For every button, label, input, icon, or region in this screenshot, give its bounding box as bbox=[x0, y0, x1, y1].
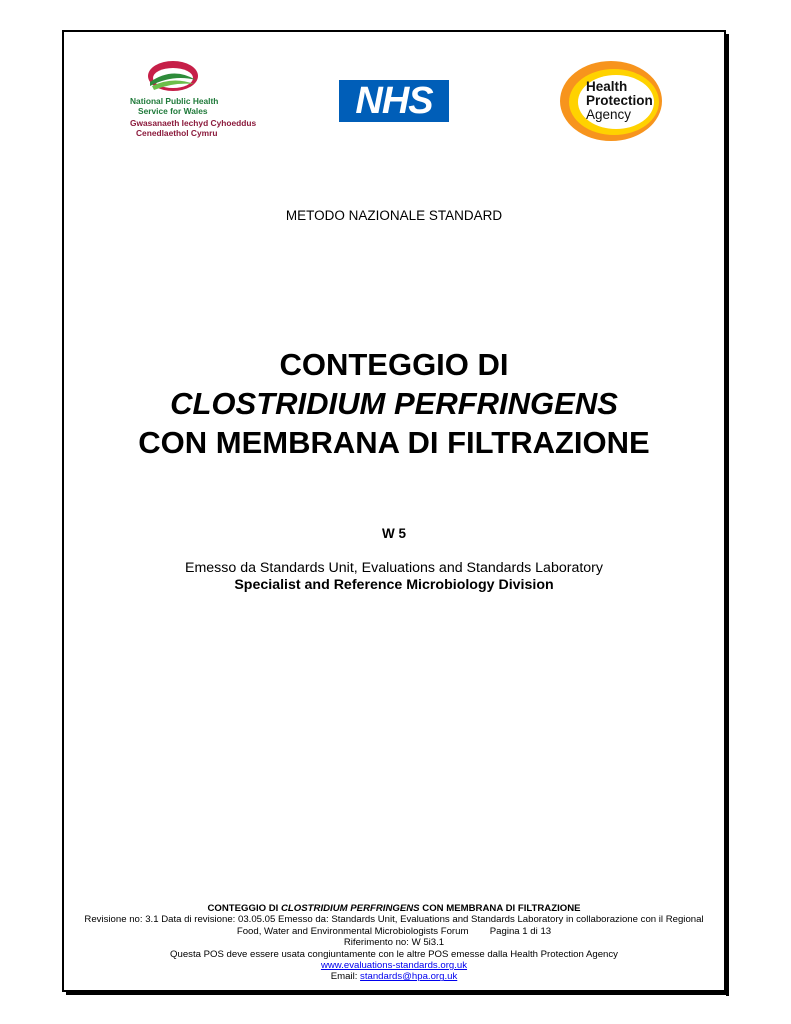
title-line2: CLOSTRIDIUM PERFRINGENS bbox=[170, 386, 618, 421]
footer-title-post: CON MEMBRANA DI FILTRAZIONE bbox=[419, 903, 581, 914]
nhs-logo: NHS bbox=[339, 80, 449, 122]
footer-reference: Riferimento no: W 5i3.1 bbox=[343, 937, 445, 949]
hpa-logo-line2: Protection bbox=[586, 93, 653, 108]
footer-revision-line1: Revisione no: 3.1 Data di revisione: 03.05.05 Emesso da: Standards Unit, Evaluations and Standards Laboratory in collaborazione con il Regional bbox=[84, 914, 704, 926]
footer-email-label: Email: bbox=[330, 971, 361, 983]
footer-title-pre: CONTEGGIO DI bbox=[207, 903, 281, 914]
nphs-wales-emblem-icon bbox=[128, 58, 248, 98]
wales-logo-line4: Cenedlaethol Cymru bbox=[136, 128, 218, 138]
hpa-logo bbox=[556, 58, 666, 148]
page-footer bbox=[64, 903, 724, 983]
wales-logo-line3: Gwasanaeth Iechyd Cyhoeddus bbox=[130, 118, 257, 128]
hpa-logo-line3: Agency bbox=[586, 107, 632, 122]
wales-logo-line1: National Public Health bbox=[130, 96, 219, 106]
wales-logo-line2: Service for Wales bbox=[138, 106, 208, 116]
footer-title-italic: CLOSTRIDIUM PERFRINGENS bbox=[281, 903, 420, 914]
document-code: W 5 bbox=[381, 526, 406, 541]
footer-note: Questa POS deve essere usata congiuntamente con le altre POS emesse dalla Health Protection Agency bbox=[170, 948, 618, 960]
nphs-wales-logo bbox=[128, 58, 257, 148]
title-line1: CONTEGGIO DI bbox=[279, 347, 509, 382]
page-border bbox=[62, 30, 726, 992]
issuer-line2: Specialist and Reference Microbiology Division bbox=[234, 577, 554, 593]
footer-title bbox=[64, 903, 724, 914]
document-title bbox=[64, 345, 724, 462]
issuer-block bbox=[64, 560, 724, 594]
footer-email-link[interactable]: standards@hpa.org.uk bbox=[360, 971, 458, 983]
hpa-logo-line1: Health bbox=[586, 79, 628, 94]
page-border-shadow-right bbox=[726, 34, 729, 996]
issuer-line1: Emesso da Standards Unit, Evaluations and Standards Laboratory bbox=[185, 560, 603, 576]
footer-revision-line2: Food, Water and Environmental Microbiologists Forum Pagina 1 di 13 bbox=[236, 925, 552, 937]
page-border-shadow-bottom bbox=[66, 992, 729, 995]
method-heading: METODO NAZIONALE STANDARD bbox=[285, 208, 503, 223]
title-line3: CON MEMBRANA DI FILTRAZIONE bbox=[138, 425, 650, 460]
footer-email-row bbox=[64, 971, 724, 982]
footer-website-link[interactable]: www.evaluations-standards.org.uk bbox=[320, 960, 468, 972]
